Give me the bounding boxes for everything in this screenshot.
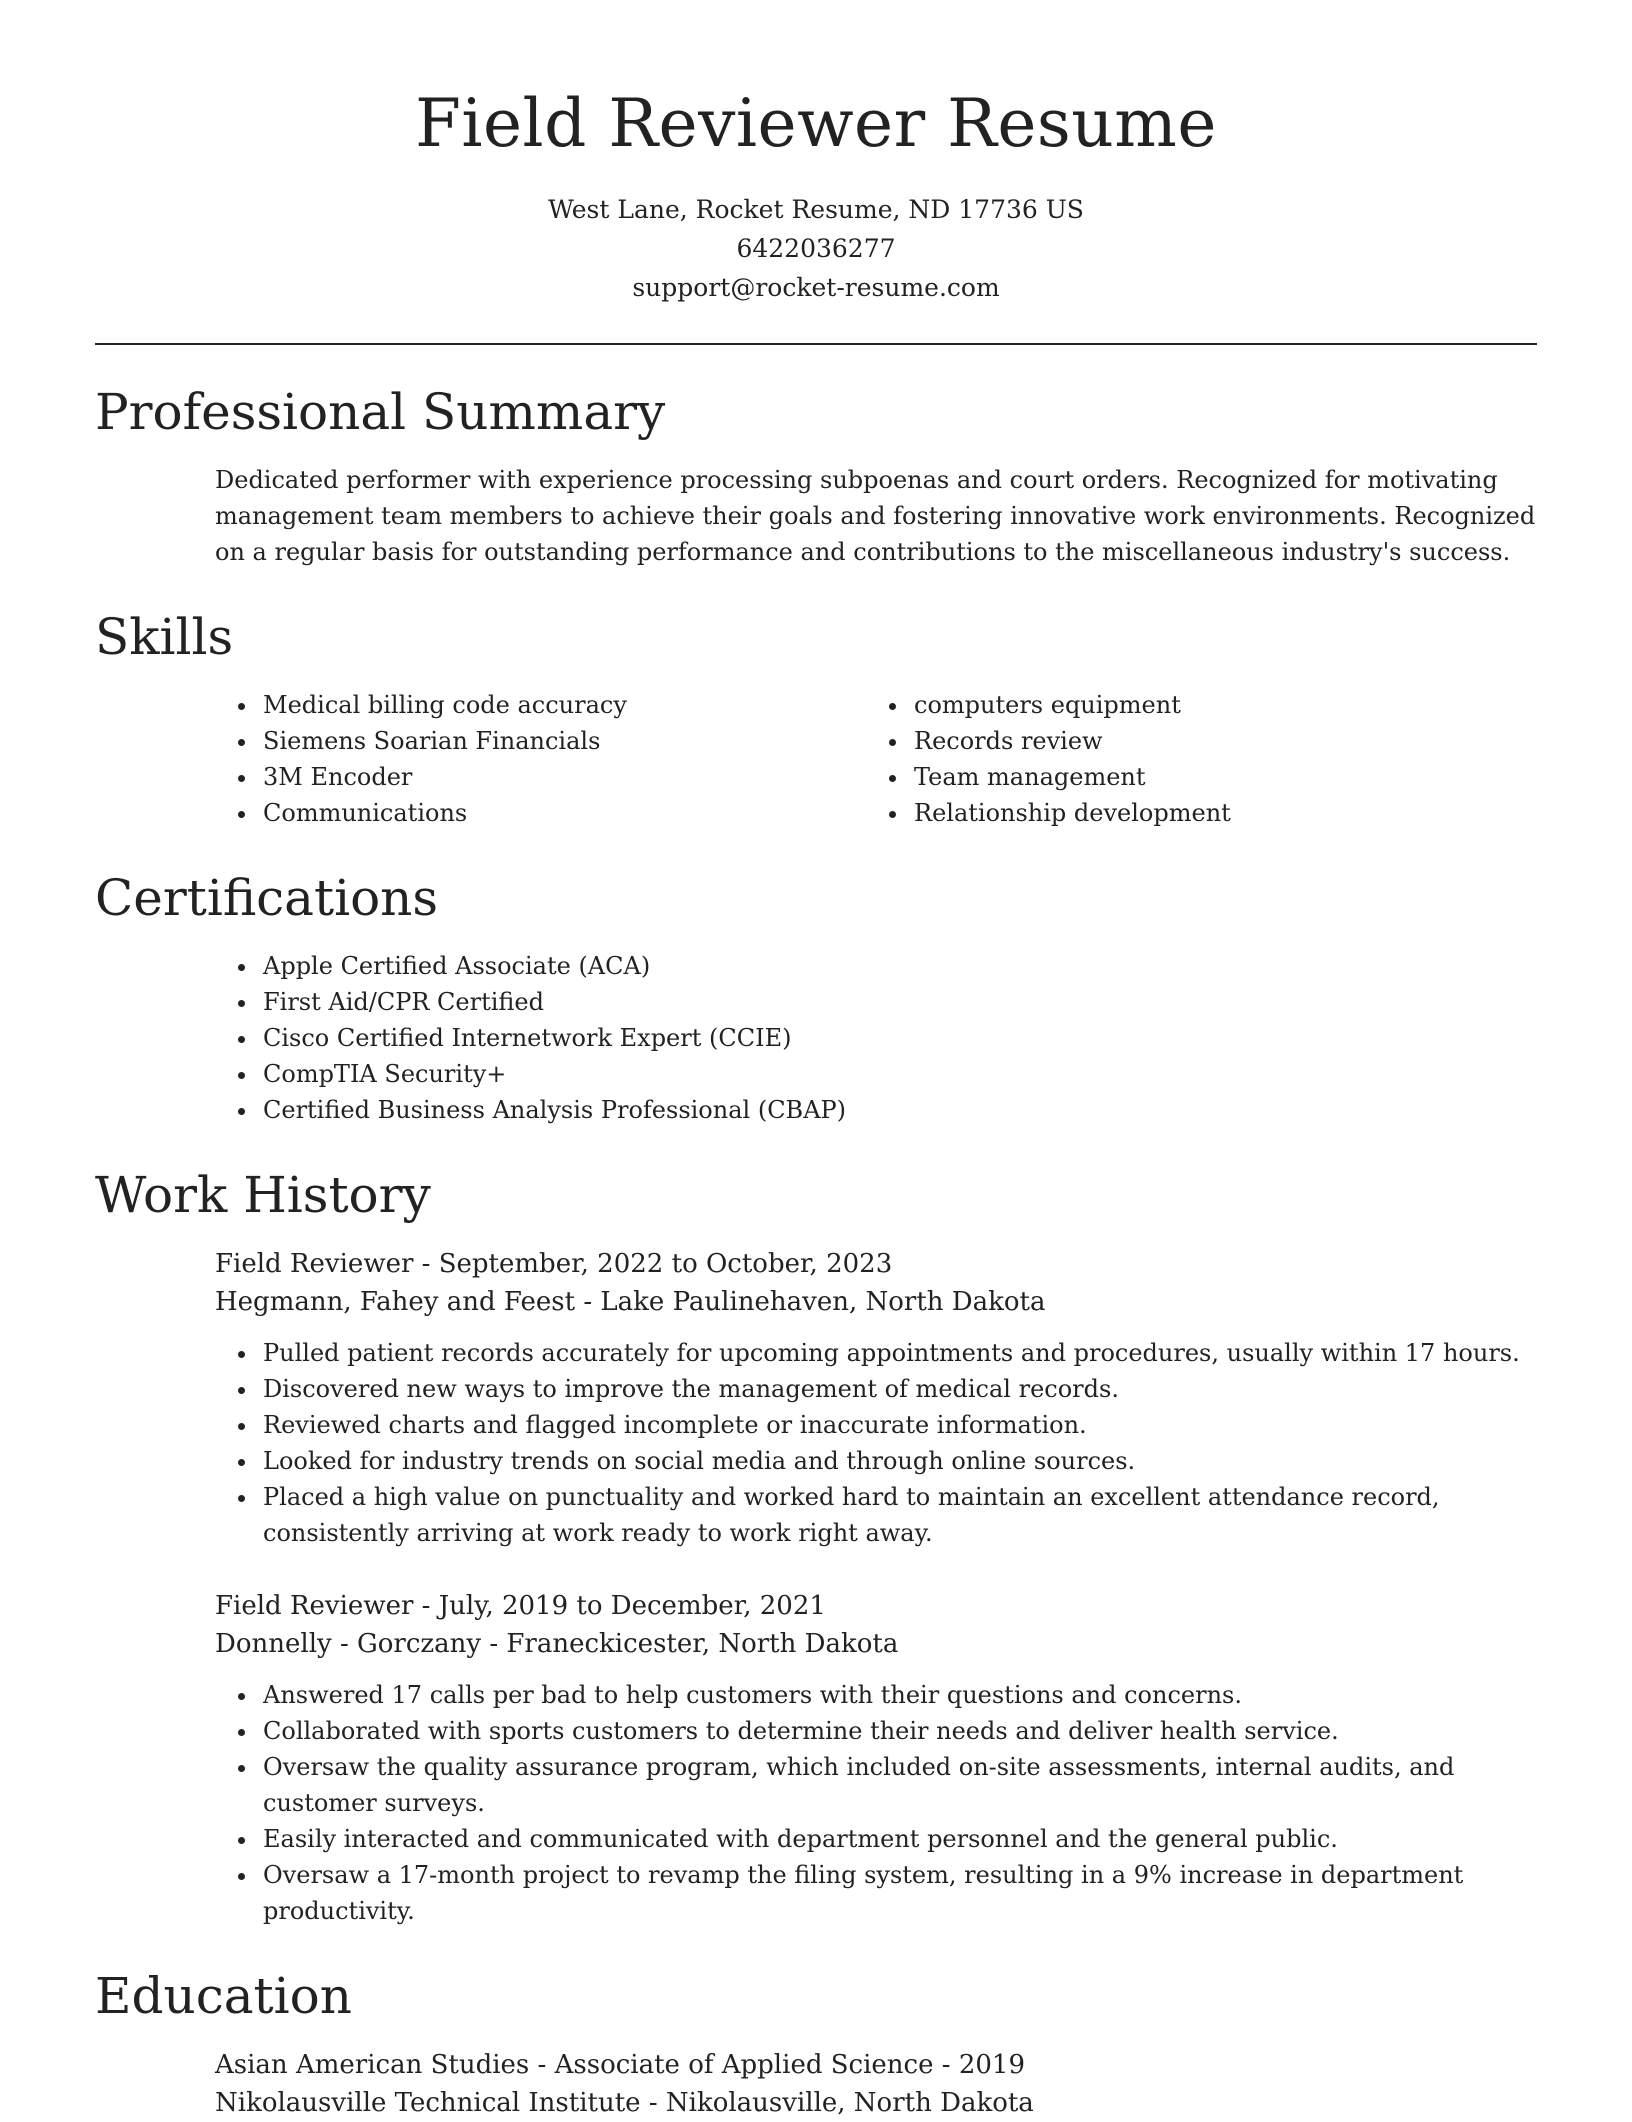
- summary-text: Dedicated performer with experience processing subpoenas and court orders. Recognized for motivating management team members to achieve their goals and fostering innovative work environments. Recognized on a regular basis for outstanding performance and contributions to the miscellaneous industry's success.: [215, 465, 1536, 566]
- education-degree: Associate of Applied Science: [554, 2049, 934, 2080]
- skills-section: [95, 607, 1537, 831]
- job-company-line: Donnelly - Gorczany - Franeckicester, North Dakota: [215, 1628, 899, 1659]
- resume-header: [95, 0, 1537, 307]
- education-location: Nikolausville, North Dakota: [665, 2087, 1034, 2118]
- job-bullet: • Pulled patient records accurately for upcoming appointments and procedures, usually within 17 hours.: [259, 1335, 1537, 1371]
- certifications-section: [95, 868, 1537, 1128]
- job-bullet: • Placed a high value on punctuality and worked hard to maintain an excellent attendance record, consistently arriving at work ready to work right away.: [259, 1479, 1537, 1551]
- education-school: Nikolausville Technical Institute: [215, 2087, 641, 2118]
- job-title: Field Reviewer: [215, 1248, 414, 1279]
- job-dates: September, 2022 to October, 2023: [438, 1248, 893, 1279]
- section-title-education: Education: [95, 1966, 352, 2025]
- certification-item: • Cisco Certified Internetwork Expert (CCIE): [259, 1020, 1537, 1056]
- certification-item: • Apple Certified Associate (ACA): [259, 948, 1537, 984]
- header-divider: [95, 343, 1537, 345]
- skill-item: • Siemens Soarian Financials: [259, 723, 886, 759]
- work-history-section: [95, 1165, 1537, 1929]
- job-bullet: • Collaborated with sports customers to determine their needs and deliver health service.: [259, 1713, 1537, 1749]
- skills-columns: [95, 687, 1537, 831]
- job-entry: [95, 1245, 1537, 1551]
- job-bullet: • Looked for industry trends on social media and through online sources.: [259, 1443, 1537, 1479]
- skill-item: • Records review: [910, 723, 1537, 759]
- job-entry: [95, 1587, 1537, 1929]
- job-dates: July, 2019 to December, 2021: [438, 1590, 826, 1621]
- job-bullet: • Answered 17 calls per bad to help customers with their questions and concerns.: [259, 1677, 1537, 1713]
- education-degree-line: Asian American Studies - Associate of Applied Science - 2019: [215, 2049, 1026, 2080]
- skills-list-left: [95, 687, 886, 831]
- education-field: Asian American Studies: [215, 2049, 530, 2080]
- job-bullets: [95, 1335, 1537, 1551]
- section-title-skills: Skills: [95, 607, 234, 666]
- certification-item: • First Aid/CPR Certified: [259, 984, 1537, 1020]
- job-location: Lake Paulinehaven, North Dakota: [600, 1286, 1046, 1317]
- certifications-list: [95, 948, 1537, 1128]
- job-bullet: • Oversaw the quality assurance program, which included on-site assessments, internal audits, and customer surveys.: [259, 1749, 1537, 1821]
- skill-item: • computers equipment: [910, 687, 1537, 723]
- summary-section: [95, 382, 1537, 570]
- job-company: Donnelly - Gorczany: [215, 1628, 482, 1659]
- skill-item: • 3M Encoder: [259, 759, 886, 795]
- job-title-line: Field Reviewer - September, 2022 to October, 2023: [215, 1248, 893, 1279]
- job-bullet: • Discovered new ways to improve the management of medical records.: [259, 1371, 1537, 1407]
- job-bullet: • Oversaw a 17-month project to revamp the filing system, resulting in a 9% increase in department productivity.: [259, 1857, 1537, 1929]
- contact-block: [95, 190, 1537, 307]
- skills-list-right: [886, 687, 1537, 831]
- job-title-line: Field Reviewer - July, 2019 to December, 2021: [215, 1590, 826, 1621]
- address: West Lane, Rocket Resume, ND 17736 US: [548, 194, 1084, 224]
- job-bullet: • Reviewed charts and flagged incomplete or inaccurate information.: [259, 1407, 1537, 1443]
- education-year: 2019: [958, 2049, 1026, 2080]
- skill-item: • Relationship development: [910, 795, 1537, 831]
- certification-item: • Certified Business Analysis Professional (CBAP): [259, 1092, 1537, 1128]
- job-company-line: Hegmann, Fahey and Feest - Lake Paulinehaven, North Dakota: [215, 1286, 1046, 1317]
- job-location: Franeckicester, North Dakota: [506, 1628, 899, 1659]
- education-school-line: Nikolausville Technical Institute - Nikolausville, North Dakota: [215, 2087, 1034, 2118]
- skill-item: • Team management: [910, 759, 1537, 795]
- education-section: [95, 1966, 1537, 2122]
- certification-item: • CompTIA Security+: [259, 1056, 1537, 1092]
- job-title: Field Reviewer: [215, 1590, 414, 1621]
- job-bullets: [95, 1677, 1537, 1929]
- job-company: Hegmann, Fahey and Feest: [215, 1286, 576, 1317]
- section-title-summary: Professional Summary: [95, 382, 666, 441]
- skill-item: • Communications: [259, 795, 886, 831]
- section-title-certifications: Certifications: [95, 868, 439, 927]
- section-title-work-history: Work History: [95, 1165, 431, 1224]
- skill-item: • Medical billing code accuracy: [259, 687, 886, 723]
- email: support@rocket-resume.com: [632, 272, 1000, 302]
- page-title: Field Reviewer Resume: [415, 85, 1217, 162]
- job-bullet: • Easily interacted and communicated with department personnel and the general public.: [259, 1821, 1537, 1857]
- phone: 6422036277: [736, 233, 896, 263]
